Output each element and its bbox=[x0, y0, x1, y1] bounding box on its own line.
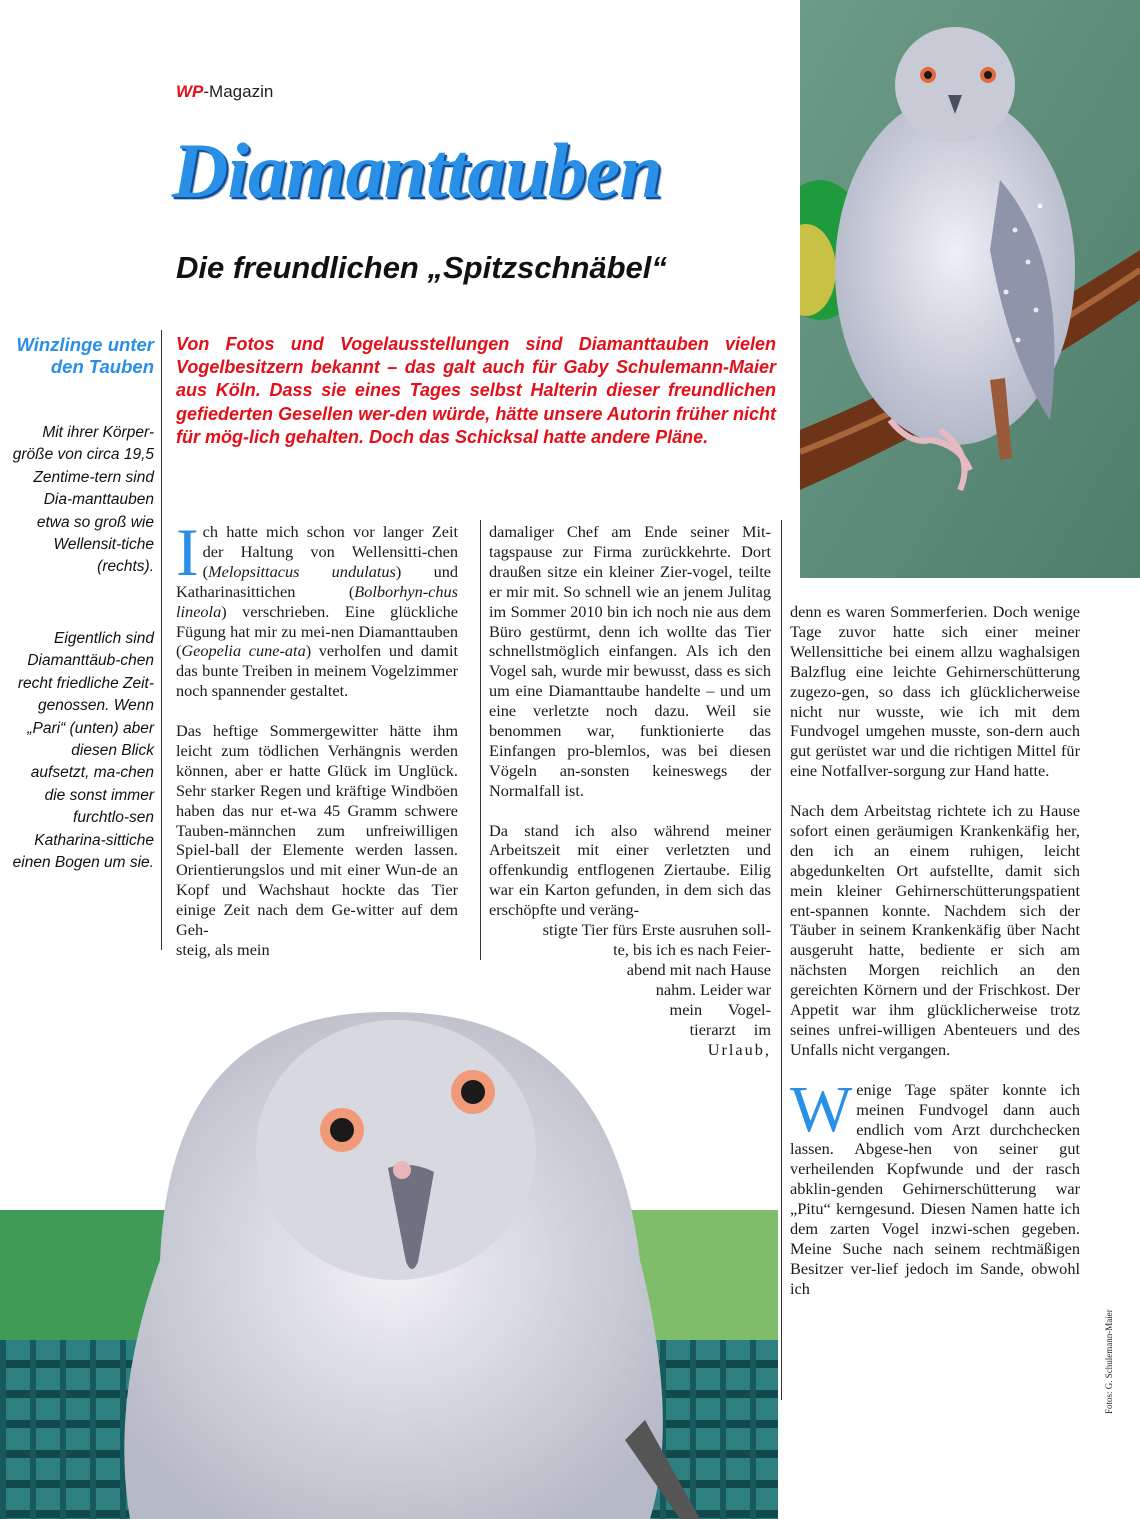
text: ) verschrieben. Eine glückliche Fügung hat mir zu mei-nen Diamanttauben ( bbox=[176, 601, 458, 661]
species-name: Bolborhyn-chus lineola bbox=[176, 581, 458, 621]
drop-cap-w: W bbox=[790, 1072, 853, 1146]
col3-paragraph-1: denn es waren Sommerferien. Doch wenige Tage zuvor hatte sich einer meiner Wellensittiche bei einem allzu waghalsigen Balzflug eine leichte Gehirnerschütterung zugezo-gen, so dass ich glücklicherweise nicht nur wusste, wie ich mit dem Fundvogel umgehen musste, son-dern auch gut gerüstet war und die richtigen Mittel für eine Notfallver-sorgung zur Hand hatte. bbox=[790, 602, 1080, 781]
col3-paragraph-2: Nach dem Arbeitstag richtete ich zu Hause sofort einen geräumigen Krankenkäfig her, den ich an einem ruhigen, leicht abgedunkelten Ort aufstellte, damit sich mein kleiner Gehirnerschütterungspatient ent-spannen konnte. Nachdem sich der Täuber in seinem Krankenkäfig über Nacht ausgeruht hatte, bediente er sich am nächsten Morgen reichlich an den gereichten Körnern und der Frischkost. Der Appetit war ihm glücklicherweise trotz seines unfrei-willigen Abenteuers und des Unfalls nicht vergangen. bbox=[790, 801, 1080, 1059]
drop-cap-i: I bbox=[176, 514, 199, 590]
col3-paragraph-3 bbox=[790, 1072, 1080, 1299]
text: ch hatte mich schon vor langer Zeit der Haltung von Wellensitti-chen ( bbox=[202, 522, 458, 581]
col2-paragraph-1: damaliger Chef am Ende seiner Mit-tagspause zur Firma zurückkehrte. Dort draußen sitze ein kleiner Zier-vogel, teilte er mir mit. So schnell wie an jenem Julitag im Sommer 2010 bin ich noch nie aus dem Büro gestürmt, denn ich wollte das Tier schnellstmöglich einfangen. Als ich den Vogel sah, wurde mir bewusst, dass es sich um eine Diamanttaube handelte – und um eine verletzte noch dazu. Weil sie benommen war, funktionierte das Einfangen pro-blemlos, was bei diesen Vögeln an-sonsten keineswegs der Normalfall ist. bbox=[489, 522, 771, 800]
species-name: Melopsittacus undulatus bbox=[208, 561, 396, 581]
photo-dove-on-perch bbox=[800, 0, 1140, 578]
col1-last-line: steig, als mein bbox=[176, 940, 270, 960]
text: ) verholfen und damit das bunte Treiben in meinem Vogelzimmer noch spannender gestaltet. bbox=[176, 641, 458, 701]
col2-paragraph-2: Da stand ich also während meiner Arbeitszeit mit einer verletzten und offenkundig entflogenen Ziertaube. Eilig war ein Karton gefunden, in dem sich das erschöpfte und veräng- bbox=[489, 820, 771, 920]
magazine-brand: WP bbox=[176, 82, 204, 101]
text: enige Tage später konnte ich meinen Fundvogel dann auch endlich vom Arzt durchchecken lassen. Abgese-hen von seiner gut verheilenden Kopfwunde und der rasch abklin-genden Gehirnerschütterung war „Pitu“ kerngesund. Diesen Namen hatte ich dem zarten Vogel inzwi-schen gegeben. Meine Suche nach seinem rechtmäßigen Besitzer ver-lief jedoch im Sande, obwohl ich bbox=[790, 1079, 1080, 1298]
article-subtitle: Die freundlichen „Spitzschnäbel“ bbox=[176, 250, 667, 285]
text: ) und Katharinasittichen ( bbox=[176, 561, 458, 601]
body-column-1 bbox=[176, 514, 458, 960]
sidebar-caption-2: Eigentlich sind Diamanttäub-chen recht friedliche Zeit-genossen. Wenn „Pari“ (unten) aber diesen Blick aufsetzt, ma-chen die sonst immer furchtlo-sen Katharina-sittiche einen Bogen um sie. bbox=[12, 630, 154, 872]
photo-credit bbox=[1100, 1300, 1120, 1420]
col2-wrap-line: nahm. Leider war bbox=[655, 979, 771, 999]
sidebar-heading: Winzlinge unter den Tauben bbox=[16, 334, 154, 377]
col2-wrap-line: tierarzt im bbox=[689, 1019, 771, 1039]
col2-wrap-line: Urlaub, bbox=[707, 1039, 771, 1059]
col2-wrap-line: te, bis ich es nach Feier- bbox=[613, 940, 771, 960]
col2-wrap-line: mein Vogel- bbox=[669, 999, 771, 1019]
photo-dove-closeup bbox=[0, 1000, 780, 1519]
column-divider-1 bbox=[480, 520, 481, 960]
column-divider-2 bbox=[781, 520, 782, 1400]
col1-paragraph-1 bbox=[176, 514, 458, 701]
body-column-3 bbox=[790, 602, 1080, 1319]
sidebar-divider bbox=[161, 330, 162, 950]
col2-wrap-line: abend mit nach Hause bbox=[626, 959, 771, 979]
magazine-suffix: -Magazin bbox=[203, 82, 274, 101]
article-title: Diamanttauben bbox=[172, 127, 662, 214]
sidebar-caption-1: Mit ihrer Körper-größe von circa 19,5 Zentime-tern sind Dia-manttauben etwa so groß wie Wellensit-tiche (rechts). bbox=[12, 424, 154, 576]
body-column-2 bbox=[489, 522, 771, 1059]
dove-head bbox=[895, 27, 1015, 143]
dove-head bbox=[256, 1020, 536, 1280]
photo-credit-text: Fotos: G. Schulemann-Maier bbox=[1104, 1309, 1114, 1414]
species-name: Geopelia cune-ata bbox=[181, 641, 306, 661]
magazine-label bbox=[176, 82, 273, 102]
col2-wrap-line: stigte Tier fürs Erste ausruhen soll- bbox=[542, 920, 771, 940]
col1-paragraph-2: Das heftige Sommergewitter hätte ihm leicht zum tödlichen Verhängnis werden können, aber er hatte Glück im Unglück. Sehr starker Regen und kräftige Windböen haben das nur et-wa 45 Gramm schwere Tauben-männchen zum unfreiwilligen Spiel-ball der Elemente werden lassen. Orientierungslos und mit einer Wun-de an Kopf und Wachshaut hockte das Tier einige Zeit nach dem Ge-witter auf dem Geh- bbox=[176, 721, 458, 940]
article-lead: Von Fotos und Vogelausstellungen sind Diamanttauben vielen Vogelbesitzern bekannt – das galt auch für Gaby Schulemann-Maier aus Köln. Dass sie eines Tages selbst Halterin dieser freundlichen gefiederten Gesellen wer-den würde, hätte unsere Autorin früher nicht für mög-lich gehalten. Doch das Schicksal hatte andere Pläne. bbox=[176, 334, 776, 447]
